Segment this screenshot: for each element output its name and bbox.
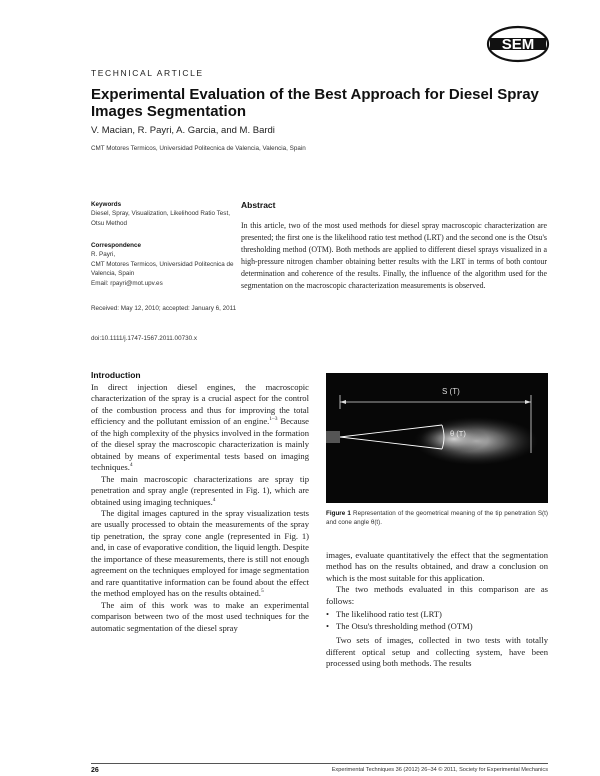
figure-1-caption: Figure 1 Representation of the geometrical meaning of the tip penetration S(t) and cone angle θ(t). bbox=[326, 510, 549, 527]
correspondence-block bbox=[91, 241, 241, 288]
methods-list bbox=[326, 609, 548, 632]
abstract-heading: Abstract bbox=[241, 200, 276, 210]
correspondence-heading: Correspondence bbox=[91, 242, 142, 249]
list-item: • The Otsu's thresholding method (OTM) bbox=[336, 621, 548, 632]
doi[interactable]: doi:10.1111/j.1747-1567.2011.00730.x bbox=[91, 335, 197, 342]
journal-citation: Experimental Techniques 36 (2012) 26–34 © 2011, Society for Experimental Mechanics bbox=[331, 767, 548, 773]
logo-text: SEM bbox=[501, 36, 535, 53]
paragraph: The two methods evaluated in this comparison are as follows: bbox=[326, 584, 548, 606]
received-dates: Received: May 12, 2010; accepted: January 6, 2011 bbox=[91, 305, 237, 312]
article-title: Experimental Evaluation of the Best Approach for Diesel Spray Images Segmentation bbox=[91, 86, 539, 120]
authors: V. Macian, R. Payri, A. Garcia, and M. Bardi bbox=[91, 125, 275, 136]
paragraph: The aim of this work was to make an experimental comparison between two of the most used techniques for the automatic segmentation of the diesel spray bbox=[91, 599, 309, 633]
body-column-left bbox=[91, 382, 309, 634]
keywords-heading: Keywords bbox=[91, 201, 122, 208]
figure-1-spray-image bbox=[326, 373, 548, 503]
introduction-heading: Introduction bbox=[91, 370, 141, 380]
list-item: • The likelihood ratio test (LRT) bbox=[336, 609, 548, 620]
spray-diagram bbox=[326, 373, 548, 503]
body-column-right bbox=[326, 550, 548, 670]
correspondence-name: R. Payri, bbox=[91, 251, 116, 259]
paragraph: images, evaluate quantitatively the effect that the segmentation method has on the results obtained, and draw a conclusion on which is the most suitable for this application. bbox=[326, 550, 548, 583]
paragraph: In direct injection diesel engines, the macroscopic characterization of the spray is a crucial aspect for the control of the combustion process and thus for improving the total efficiency and the pollutant emission of an engine.$^{1-3}$ Because of the high complexity of the physics involved in the formation of the diesel spray the macroscopic characterization is mainly obtained by means of experimental tests based on imaging techniques.$^4$ bbox=[91, 382, 309, 473]
affiliation: CMT Motores Termicos, Universidad Politecnica de Valencia, Valencia, Spain bbox=[91, 145, 306, 152]
footer-rule bbox=[91, 763, 548, 764]
paragraph: The main macroscopic characterizations are spray tip penetration and spray angle (represented in Fig. 1), which are obtained using imaging techniques.$^4$ bbox=[91, 473, 309, 507]
label-tip-penetration: S (T) bbox=[442, 387, 460, 396]
abstract-text: In this article, two of the most used methods for diesel spray macroscopic characterization are presented; the first one is the likelihood ratio test method (LRT) and the second one is the Otsu's thresholding method (OTM). Both methods are applied to different diesel sprays visualized in a high-pressure nitrogen chamber obtaining better results with the LRT in terms of both contour determination and coherence of the results. Finally, the influence of the algorithm used for the segmentation on the macroscopic characterization measurements is observed. bbox=[241, 221, 547, 290]
keywords-block bbox=[91, 200, 241, 228]
label-cone-angle: θ (T) bbox=[450, 429, 466, 438]
page-number: 26 bbox=[91, 767, 99, 774]
sem-logo bbox=[486, 24, 550, 64]
correspondence-address: CMT Motores Termicos, Universidad Politecnica de Valencia, Spain bbox=[91, 260, 234, 278]
keywords: Diesel, Spray, Visualization, Likelihood Ratio Test, Otsu Method bbox=[91, 210, 230, 227]
paragraph: The digital images captured in the spray visualization tests are usually processed to obtain the measurements of the spray tip penetration, the spray cone angle (represented in Fig. 1) and, in case of evaporative condition, the liquid length. Despite the importance of these measurements, there is still not enough agreement on the techniques employed for image segmentation and rare quantitative information can be found about the effect the method employed has on the results obtained.$^5$ bbox=[91, 507, 309, 599]
correspondence-email[interactable]: Email: rpayri@mot.upv.es bbox=[91, 279, 163, 287]
section-label: TECHNICAL ARTICLE bbox=[91, 68, 204, 78]
paragraph: Two sets of images, collected in two tests with totally different optical setup and collecting system, have been processed using both methods. The results bbox=[326, 635, 548, 669]
